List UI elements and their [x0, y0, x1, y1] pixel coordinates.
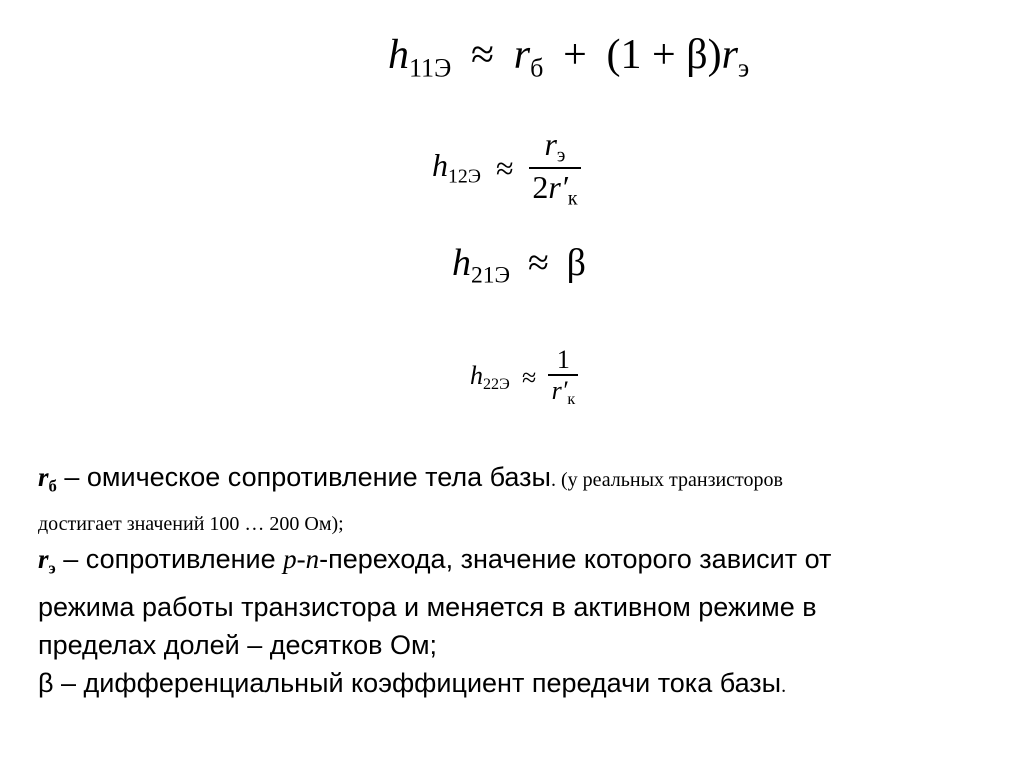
- definition-re-line2: режима работы транзистора и меняется в активном режиме в: [38, 591, 817, 622]
- subscript: э: [556, 144, 566, 167]
- symbol-re: $r_э$: [38, 544, 56, 578]
- subscript: э: [737, 53, 750, 83]
- var-r: r: [721, 32, 738, 78]
- var-r: r: [513, 32, 531, 78]
- definition-text: – дифференциальный коэффициент передачи тока базы: [53, 667, 782, 698]
- definition-re-line3: пределах долей – десятков Ом;: [38, 629, 438, 660]
- numerator: 1: [548, 346, 578, 376]
- approx-sign: ≈: [521, 362, 537, 392]
- var-r: r: [548, 168, 561, 205]
- var-h: h: [470, 360, 483, 390]
- period: .: [781, 674, 787, 697]
- denominator: [548, 376, 578, 409]
- definition-text: – омическое сопротивление тела базы: [56, 462, 551, 492]
- coefficient: 2: [532, 168, 549, 205]
- var-h: h: [388, 32, 409, 78]
- factor: (1 + β): [606, 32, 722, 78]
- formula-h12e: [432, 128, 581, 209]
- subscript: 22Э: [483, 375, 510, 393]
- subscript: к: [567, 187, 578, 210]
- numerator: [529, 128, 582, 169]
- prime: ′: [561, 376, 568, 406]
- var-r: r: [544, 126, 557, 162]
- var-h: h: [452, 242, 471, 284]
- definition-note: . (у реальных транзисторов: [550, 469, 783, 491]
- definition-rb: [38, 458, 998, 505]
- definition-text: – сопротивление: [55, 544, 284, 575]
- var-h: h: [432, 147, 448, 184]
- plus-sign: +: [563, 32, 587, 78]
- formula-h11e: [388, 34, 749, 81]
- definitions-block: [38, 458, 998, 705]
- var-r: r: [551, 376, 562, 406]
- denominator: [529, 169, 582, 208]
- fraction: [529, 128, 582, 209]
- approx-sign: ≈: [470, 32, 495, 78]
- formula-h21e: [452, 244, 586, 288]
- subscript: 11Э: [409, 53, 452, 83]
- subscript: б: [530, 53, 544, 83]
- definition-text: -перехода, значение которого зависит от: [319, 544, 832, 575]
- beta-symbol: β: [566, 242, 587, 284]
- pn-junction-label: р-п: [283, 544, 320, 575]
- subscript: к: [567, 391, 576, 409]
- symbol-rb: $r_б$: [38, 462, 57, 496]
- symbol-beta: β: [38, 667, 54, 698]
- definition-note: достигает значений 100 … 200 Ом);: [38, 513, 344, 536]
- subscript: 12Э: [448, 165, 481, 188]
- fraction: [548, 346, 578, 409]
- approx-sign: ≈: [495, 150, 514, 187]
- subscript: 21Э: [471, 262, 511, 289]
- prime: ′: [560, 168, 568, 205]
- definition-re: [38, 540, 998, 587]
- definition-rb-note-cont: [38, 505, 998, 540]
- formula-h22e: [470, 346, 578, 409]
- definition-beta: [38, 664, 998, 705]
- approx-sign: ≈: [527, 242, 549, 284]
